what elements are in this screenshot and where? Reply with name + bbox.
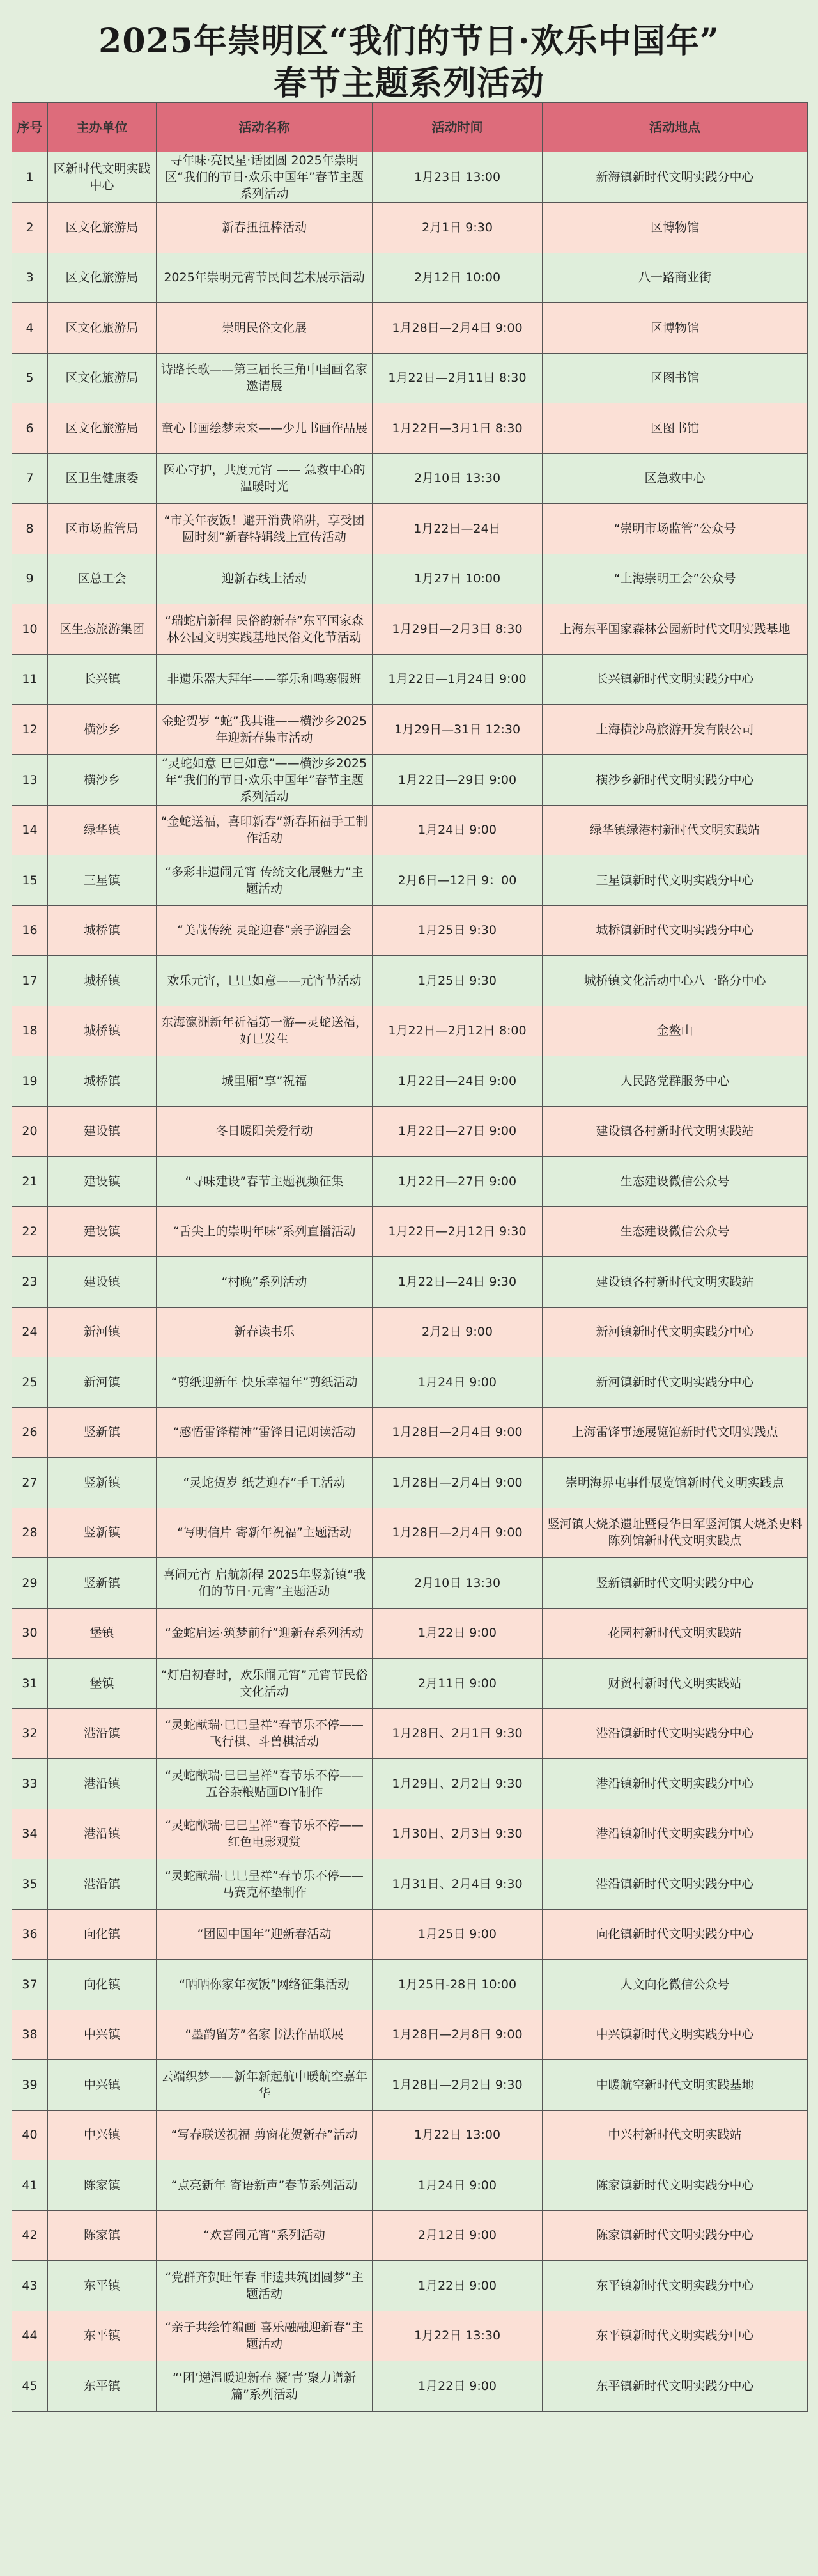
cell-number: 43 [12, 2261, 48, 2311]
cell-organizer: 东平镇 [48, 2261, 157, 2311]
cell-activity-location: 新河镇新时代文明实践分中心 [543, 1307, 808, 1357]
cell-activity-location: 绿华镇绿港村新时代文明实践站 [543, 805, 808, 855]
cell-activity-location: 区图书馆 [543, 403, 808, 454]
cell-number: 21 [12, 1157, 48, 1207]
cell-activity-time: 2月12日 10:00 [373, 253, 543, 303]
table-row [12, 303, 808, 354]
cell-number: 24 [12, 1307, 48, 1357]
table-row [12, 754, 808, 805]
cell-organizer: 区总工会 [48, 554, 157, 604]
cell-organizer: 城桥镇 [48, 956, 157, 1006]
cell-activity-location: 陈家镇新时代文明实践分中心 [543, 2210, 808, 2261]
cell-organizer: 中兴镇 [48, 2110, 157, 2160]
cell-activity-location: 新海镇新时代文明实践分中心 [543, 152, 808, 203]
cell-activity-location: 生态建设微信公众号 [543, 1206, 808, 1257]
cell-activity-location: 港沿镇新时代文明实践分中心 [543, 1708, 808, 1759]
cell-activity-location: 人民路党群服务中心 [543, 1056, 808, 1107]
table-row [12, 1659, 808, 1709]
table-row [12, 805, 808, 855]
table-row [12, 1909, 808, 1960]
cell-number: 19 [12, 1056, 48, 1107]
cell-activity-name: 寻年味·亮民星·话团圆 2025年崇明区“我们的节日·欢乐中国年”春节主题系列活动 [157, 152, 373, 203]
cell-activity-time: 1月22日—24日 9:00 [373, 1056, 543, 1107]
header-activity-time: 活动时间 [373, 103, 543, 152]
cell-activity-location: 财贸村新时代文明实践站 [543, 1659, 808, 1709]
table-row [12, 1006, 808, 1056]
cell-activity-name: 东海瀛洲新年祈福第一游—灵蛇送福，好巳发生 [157, 1006, 373, 1056]
cell-number: 36 [12, 1909, 48, 1960]
cell-activity-location: 向化镇新时代文明实践分中心 [543, 1909, 808, 1960]
cell-activity-time: 1月29日—31日 12:30 [373, 705, 543, 755]
cell-activity-name: “灵蛇献瑞·巳巳呈祥”春节乐不停——五谷杂粮贴画DIY制作 [157, 1759, 373, 1809]
table-row [12, 1960, 808, 2010]
cell-organizer: 竖新镇 [48, 1558, 157, 1609]
cell-activity-time: 1月22日 9:00 [373, 2261, 543, 2311]
cell-activity-time: 1月22日—3月1日 8:30 [373, 403, 543, 454]
cell-activity-time: 1月22日 13:30 [373, 2311, 543, 2361]
cell-organizer: 港沿镇 [48, 1708, 157, 1759]
cell-activity-time: 1月25日 9:00 [373, 1909, 543, 1960]
cell-activity-location: 区博物馆 [543, 203, 808, 253]
cell-activity-time: 1月24日 9:00 [373, 2160, 543, 2211]
cell-organizer: 三星镇 [48, 855, 157, 906]
cell-organizer: 向化镇 [48, 1909, 157, 1960]
cell-number: 18 [12, 1006, 48, 1056]
cell-activity-name: “写明信片 寄新年祝福”主题活动 [157, 1508, 373, 1558]
cell-number: 16 [12, 905, 48, 956]
cell-number: 22 [12, 1206, 48, 1257]
cell-organizer: 港沿镇 [48, 1759, 157, 1809]
table-row [12, 705, 808, 755]
cell-number: 25 [12, 1357, 48, 1408]
table-row [12, 1357, 808, 1408]
cell-activity-name: “舌尖上的崇明年味”系列直播活动 [157, 1206, 373, 1257]
cell-organizer: 区文化旅游局 [48, 253, 157, 303]
cell-activity-time: 1月22日 13:00 [373, 2110, 543, 2160]
cell-organizer: 建设镇 [48, 1257, 157, 1308]
cell-activity-time: 2月1日 9:30 [373, 203, 543, 253]
header-activity-name: 活动名称 [157, 103, 373, 152]
cell-number: 13 [12, 754, 48, 805]
cell-number: 20 [12, 1106, 48, 1157]
cell-activity-time: 1月22日—2月12日 8:00 [373, 1006, 543, 1056]
cell-organizer: 区新时代文明实践中心 [48, 152, 157, 203]
table-row [12, 1106, 808, 1157]
cell-organizer: 绿华镇 [48, 805, 157, 855]
cell-activity-time: 1月28日—2月8日 9:00 [373, 2010, 543, 2060]
cell-number: 3 [12, 253, 48, 303]
cell-organizer: 长兴镇 [48, 654, 157, 705]
cell-organizer: 堡镇 [48, 1659, 157, 1709]
cell-activity-name: “美哉传统 灵蛇迎春”亲子游园会 [157, 905, 373, 956]
cell-activity-location: 上海横沙岛旅游开发有限公司 [543, 705, 808, 755]
cell-number: 7 [12, 453, 48, 504]
cell-activity-time: 1月28日—2月4日 9:00 [373, 1407, 543, 1458]
cell-activity-name: “灵蛇献瑞·巳巳呈祥”春节乐不停——马赛克杯垫制作 [157, 1859, 373, 1910]
cell-activity-location: 港沿镇新时代文明实践分中心 [543, 1859, 808, 1910]
table-row [12, 654, 808, 705]
cell-organizer: 东平镇 [48, 2361, 157, 2412]
cell-activity-name: 新春读书乐 [157, 1307, 373, 1357]
cell-activity-name: “多彩非遗闹元宵 传统文化展魅力”主题活动 [157, 855, 373, 906]
cell-activity-location: “崇明市场监管”公众号 [543, 504, 808, 554]
table-header-row [12, 103, 808, 152]
cell-activity-name: “欢喜闹元宵”系列活动 [157, 2210, 373, 2261]
cell-organizer: 港沿镇 [48, 1859, 157, 1910]
activity-table [12, 102, 808, 2412]
cell-number: 44 [12, 2311, 48, 2361]
table-row [12, 253, 808, 303]
cell-activity-location: 新河镇新时代文明实践分中心 [543, 1357, 808, 1408]
cell-number: 5 [12, 353, 48, 403]
table-row [12, 1407, 808, 1458]
cell-activity-name: “瑞蛇启新程 民俗韵新春”东平国家森林公园文明实践基地民俗文化节活动 [157, 604, 373, 655]
cell-organizer: 建设镇 [48, 1157, 157, 1207]
cell-organizer: 区生态旅游集团 [48, 604, 157, 655]
table-row [12, 1809, 808, 1859]
cell-activity-time: 2月11日 9:00 [373, 1659, 543, 1709]
cell-activity-time: 1月30日、2月3日 9:30 [373, 1809, 543, 1859]
cell-activity-time: 1月22日—1月24日 9:00 [373, 654, 543, 705]
cell-activity-time: 2月12日 9:00 [373, 2210, 543, 2261]
cell-activity-name: 云端织梦——新年新起航中暖航空嘉年华 [157, 2060, 373, 2111]
table-row [12, 1056, 808, 1107]
cell-organizer: 竖新镇 [48, 1407, 157, 1458]
cell-activity-name: 冬日暖阳关爱行动 [157, 1106, 373, 1157]
cell-activity-time: 1月22日—24日 [373, 504, 543, 554]
cell-activity-location: 横沙乡新时代文明实践分中心 [543, 754, 808, 805]
cell-organizer: 中兴镇 [48, 2060, 157, 2111]
cell-activity-name: “灵蛇献瑞·巳巳呈祥”春节乐不停——飞行棋、斗兽棋活动 [157, 1708, 373, 1759]
cell-number: 8 [12, 504, 48, 554]
table-row [12, 504, 808, 554]
cell-organizer: 新河镇 [48, 1307, 157, 1357]
cell-activity-name: “感悟雷锋精神”雷锋日记朗读活动 [157, 1407, 373, 1458]
cell-activity-time: 1月22日—24日 9:30 [373, 1257, 543, 1308]
cell-activity-location: 中暖航空新时代文明实践基地 [543, 2060, 808, 2111]
cell-activity-time: 1月25日 9:30 [373, 956, 543, 1006]
cell-activity-location: 区图书馆 [543, 353, 808, 403]
cell-activity-name: 2025年崇明元宵节民间艺术展示活动 [157, 253, 373, 303]
cell-activity-name: “墨韵留芳”名家书法作品联展 [157, 2010, 373, 2060]
cell-organizer: 区文化旅游局 [48, 353, 157, 403]
cell-number: 4 [12, 303, 48, 354]
cell-activity-time: 1月24日 9:00 [373, 1357, 543, 1408]
cell-activity-time: 1月27日 10:00 [373, 554, 543, 604]
cell-activity-time: 1月28日—2月4日 9:00 [373, 303, 543, 354]
cell-activity-time: 1月22日—29日 9:00 [373, 754, 543, 805]
cell-activity-name: “灯启初春时，欢乐闹元宵”元宵节民俗文化活动 [157, 1659, 373, 1709]
table-row [12, 2060, 808, 2111]
cell-activity-time: 1月31日、2月4日 9:30 [373, 1859, 543, 1910]
table-row [12, 453, 808, 504]
cell-number: 11 [12, 654, 48, 705]
cell-activity-location: 东平镇新时代文明实践分中心 [543, 2361, 808, 2412]
cell-number: 15 [12, 855, 48, 906]
cell-activity-location: 城桥镇文化活动中心八一路分中心 [543, 956, 808, 1006]
table-row [12, 1708, 808, 1759]
cell-activity-location: 三星镇新时代文明实践分中心 [543, 855, 808, 906]
cell-activity-name: 迎新春线上活动 [157, 554, 373, 604]
cell-activity-time: 1月22日 9:00 [373, 2361, 543, 2412]
cell-activity-name: 童心书画绘梦未来——少儿书画作品展 [157, 403, 373, 454]
table-row [12, 152, 808, 203]
cell-number: 39 [12, 2060, 48, 2111]
cell-activity-time: 1月22日 9:00 [373, 1608, 543, 1659]
cell-organizer: 横沙乡 [48, 705, 157, 755]
table-row [12, 2311, 808, 2361]
cell-organizer: 城桥镇 [48, 1006, 157, 1056]
table-row [12, 956, 808, 1006]
cell-activity-name: 崇明民俗文化展 [157, 303, 373, 354]
page-title [0, 0, 818, 102]
cell-organizer: 区卫生健康委 [48, 453, 157, 504]
cell-number: 38 [12, 2010, 48, 2060]
cell-number: 42 [12, 2210, 48, 2261]
cell-organizer: 陈家镇 [48, 2160, 157, 2211]
cell-activity-time: 1月28日—2月4日 9:00 [373, 1508, 543, 1558]
cell-organizer: 陈家镇 [48, 2210, 157, 2261]
cell-number: 6 [12, 403, 48, 454]
cell-activity-time: 2月10日 13:30 [373, 1558, 543, 1609]
cell-organizer: 竖新镇 [48, 1508, 157, 1558]
cell-organizer: 建设镇 [48, 1206, 157, 1257]
cell-activity-time: 1月28日、2月1日 9:30 [373, 1708, 543, 1759]
cell-organizer: 堡镇 [48, 1608, 157, 1659]
cell-number: 30 [12, 1608, 48, 1659]
cell-number: 32 [12, 1708, 48, 1759]
table-row [12, 1157, 808, 1207]
cell-organizer: 区文化旅游局 [48, 303, 157, 354]
table-row [12, 1859, 808, 1910]
table-row [12, 2261, 808, 2311]
cell-organizer: 城桥镇 [48, 905, 157, 956]
table-row [12, 554, 808, 604]
cell-activity-location: 竖新镇新时代文明实践分中心 [543, 1558, 808, 1609]
cell-activity-name: “灵蛇如意 巳巳如意”——横沙乡2025年“我们的节日·欢乐中国年”春节主题系列活动 [157, 754, 373, 805]
cell-activity-time: 1月29日、2月2日 9:30 [373, 1759, 543, 1809]
cell-activity-name: “晒晒你家年夜饭”网络征集活动 [157, 1960, 373, 2010]
table-row [12, 604, 808, 655]
cell-number: 45 [12, 2361, 48, 2412]
cell-organizer: 港沿镇 [48, 1809, 157, 1859]
cell-activity-location: 八一路商业街 [543, 253, 808, 303]
cell-activity-name: “灵蛇献瑞·巳巳呈祥”春节乐不停——红色电影观赏 [157, 1809, 373, 1859]
header-organizer: 主办单位 [48, 103, 157, 152]
cell-activity-location: 上海雷锋事迹展览馆新时代文明实践点 [543, 1407, 808, 1458]
header-activity-location: 活动地点 [543, 103, 808, 152]
cell-activity-time: 1月22日—2月11日 8:30 [373, 353, 543, 403]
table-row [12, 1558, 808, 1609]
cell-activity-location: 竖河镇大烧杀遗址暨侵华日军竖河镇大烧杀史料陈列馆新时代文明实践点 [543, 1508, 808, 1558]
cell-number: 28 [12, 1508, 48, 1558]
cell-organizer: 中兴镇 [48, 2010, 157, 2060]
cell-activity-name: “金蛇送福，喜印新春”新春拓福手工制作活动 [157, 805, 373, 855]
cell-activity-location: 陈家镇新时代文明实践分中心 [543, 2160, 808, 2211]
cell-activity-name: “金蛇启运·筑梦前行”迎新春系列活动 [157, 1608, 373, 1659]
cell-organizer: 横沙乡 [48, 754, 157, 805]
table-row [12, 1307, 808, 1357]
cell-activity-name: “点亮新年 寄语新声”春节系列活动 [157, 2160, 373, 2211]
cell-activity-location: 花园村新时代文明实践站 [543, 1608, 808, 1659]
cell-organizer: 区市场监管局 [48, 504, 157, 554]
table-row [12, 2010, 808, 2060]
cell-number: 37 [12, 1960, 48, 2010]
table-row [12, 2160, 808, 2211]
cell-activity-name: “团圆中国年”迎新春活动 [157, 1909, 373, 1960]
cell-number: 31 [12, 1659, 48, 1709]
table-row [12, 1608, 808, 1659]
cell-organizer: 区文化旅游局 [48, 403, 157, 454]
cell-activity-time: 2月2日 9:00 [373, 1307, 543, 1357]
cell-activity-name: 金蛇贺岁 “蛇”我其谁——横沙乡2025年迎新春集市活动 [157, 705, 373, 755]
cell-activity-time: 1月22日—2月12日 9:30 [373, 1206, 543, 1257]
cell-activity-time: 2月6日—12日 9：00 [373, 855, 543, 906]
cell-number: 1 [12, 152, 48, 203]
cell-activity-location: 港沿镇新时代文明实践分中心 [543, 1809, 808, 1859]
table-row [12, 1206, 808, 1257]
cell-activity-time: 1月25日 9:30 [373, 905, 543, 956]
cell-activity-time: 1月28日—2月2日 9:30 [373, 2060, 543, 2111]
cell-activity-location: 金鳌山 [543, 1006, 808, 1056]
table-row [12, 353, 808, 403]
cell-activity-location: 中兴村新时代文明实践站 [543, 2110, 808, 2160]
cell-activity-location: 港沿镇新时代文明实践分中心 [543, 1759, 808, 1809]
cell-activity-name: 医心守护，共度元宵 —— 急救中心的温暖时光 [157, 453, 373, 504]
title-line-2: 春节主题系列活动 [273, 64, 544, 103]
cell-activity-location: 东平镇新时代文明实践分中心 [543, 2311, 808, 2361]
cell-activity-name: 喜闹元宵 启航新程 2025年竖新镇“我们的节日·元宵”主题活动 [157, 1558, 373, 1609]
cell-activity-location: 城桥镇新时代文明实践分中心 [543, 905, 808, 956]
cell-activity-time: 1月23日 13:00 [373, 152, 543, 203]
table-row [12, 2110, 808, 2160]
table-row [12, 1508, 808, 1558]
cell-activity-name: “写春联送祝福 剪窗花贺新春”活动 [157, 2110, 373, 2160]
cell-organizer: 向化镇 [48, 1960, 157, 2010]
table-row [12, 2210, 808, 2261]
cell-activity-location: “上海崇明工会”公众号 [543, 554, 808, 604]
cell-number: 41 [12, 2160, 48, 2211]
cell-number: 33 [12, 1759, 48, 1809]
cell-activity-location: 区急救中心 [543, 453, 808, 504]
cell-activity-time: 1月29日—2月3日 8:30 [373, 604, 543, 655]
cell-number: 10 [12, 604, 48, 655]
cell-activity-name: 诗路长歌——第三届长三角中国画名家邀请展 [157, 353, 373, 403]
cell-number: 9 [12, 554, 48, 604]
cell-activity-location: 中兴镇新时代文明实践分中心 [543, 2010, 808, 2060]
cell-activity-name: “亲子共绘竹编画 喜乐融融迎新春”主题活动 [157, 2311, 373, 2361]
cell-activity-location: 区博物馆 [543, 303, 808, 354]
cell-activity-time: 1月28日—2月4日 9:00 [373, 1458, 543, 1508]
cell-number: 12 [12, 705, 48, 755]
cell-activity-name: 城里厢“享”祝福 [157, 1056, 373, 1107]
cell-activity-name: “寻味建设”春节主题视频征集 [157, 1157, 373, 1207]
cell-activity-time: 2月10日 13:30 [373, 453, 543, 504]
cell-activity-time: 1月22日—27日 9:00 [373, 1106, 543, 1157]
table-row [12, 1458, 808, 1508]
header-number: 序号 [12, 103, 48, 152]
cell-organizer: 建设镇 [48, 1106, 157, 1157]
cell-number: 23 [12, 1257, 48, 1308]
cell-organizer: 区文化旅游局 [48, 203, 157, 253]
cell-number: 35 [12, 1859, 48, 1910]
cell-activity-time: 1月24日 9:00 [373, 805, 543, 855]
cell-activity-location: 建设镇各村新时代文明实践站 [543, 1106, 808, 1157]
table-row [12, 855, 808, 906]
cell-activity-location: 人文向化微信公众号 [543, 1960, 808, 2010]
cell-number: 17 [12, 956, 48, 1006]
cell-activity-time: 1月25日-28日 10:00 [373, 1960, 543, 2010]
cell-activity-name: “党群齐贺旺年春 非遗共筑团圆梦”主题活动 [157, 2261, 373, 2311]
cell-organizer: 东平镇 [48, 2311, 157, 2361]
cell-activity-name: “‘团’递温暖迎新春 凝‘青’聚力谱新篇”系列活动 [157, 2361, 373, 2412]
cell-organizer: 新河镇 [48, 1357, 157, 1408]
cell-activity-name: 欢乐元宵，巳巳如意——元宵节活动 [157, 956, 373, 1006]
cell-activity-location: 崇明海界屯事件展览馆新时代文明实践点 [543, 1458, 808, 1508]
cell-number: 26 [12, 1407, 48, 1458]
table-row [12, 1257, 808, 1308]
cell-number: 34 [12, 1809, 48, 1859]
cell-activity-name: 新春扭扭棒活动 [157, 203, 373, 253]
table-body [12, 152, 808, 2412]
table-row [12, 2361, 808, 2412]
cell-activity-name: “村晚”系列活动 [157, 1257, 373, 1308]
table-row [12, 1759, 808, 1809]
cell-organizer: 竖新镇 [48, 1458, 157, 1508]
table-row [12, 403, 808, 454]
cell-organizer: 城桥镇 [48, 1056, 157, 1107]
cell-activity-time: 1月22日—27日 9:00 [373, 1157, 543, 1207]
cell-activity-location: 东平镇新时代文明实践分中心 [543, 2261, 808, 2311]
cell-number: 2 [12, 203, 48, 253]
cell-activity-name: “剪纸迎新年 快乐幸福年”剪纸活动 [157, 1357, 373, 1408]
cell-activity-location: 建设镇各村新时代文明实践站 [543, 1257, 808, 1308]
cell-activity-location: 长兴镇新时代文明实践分中心 [543, 654, 808, 705]
cell-activity-location: 生态建设微信公众号 [543, 1157, 808, 1207]
cell-activity-name: “市关年夜饭！避开消费陷阱，享受团圆时刻”新春特辑线上宣传活动 [157, 504, 373, 554]
table-row [12, 905, 808, 956]
title-line-1: 2025年崇明区“我们的节日·欢乐中国年” [98, 22, 720, 61]
cell-number: 14 [12, 805, 48, 855]
cell-number: 27 [12, 1458, 48, 1508]
cell-activity-location: 上海东平国家森林公园新时代文明实践基地 [543, 604, 808, 655]
table-row [12, 203, 808, 253]
cell-number: 29 [12, 1558, 48, 1609]
cell-number: 40 [12, 2110, 48, 2160]
cell-activity-name: 非遗乐器大拜年——筝乐和鸣寒假班 [157, 654, 373, 705]
cell-activity-name: “灵蛇贺岁 纸艺迎春”手工活动 [157, 1458, 373, 1508]
